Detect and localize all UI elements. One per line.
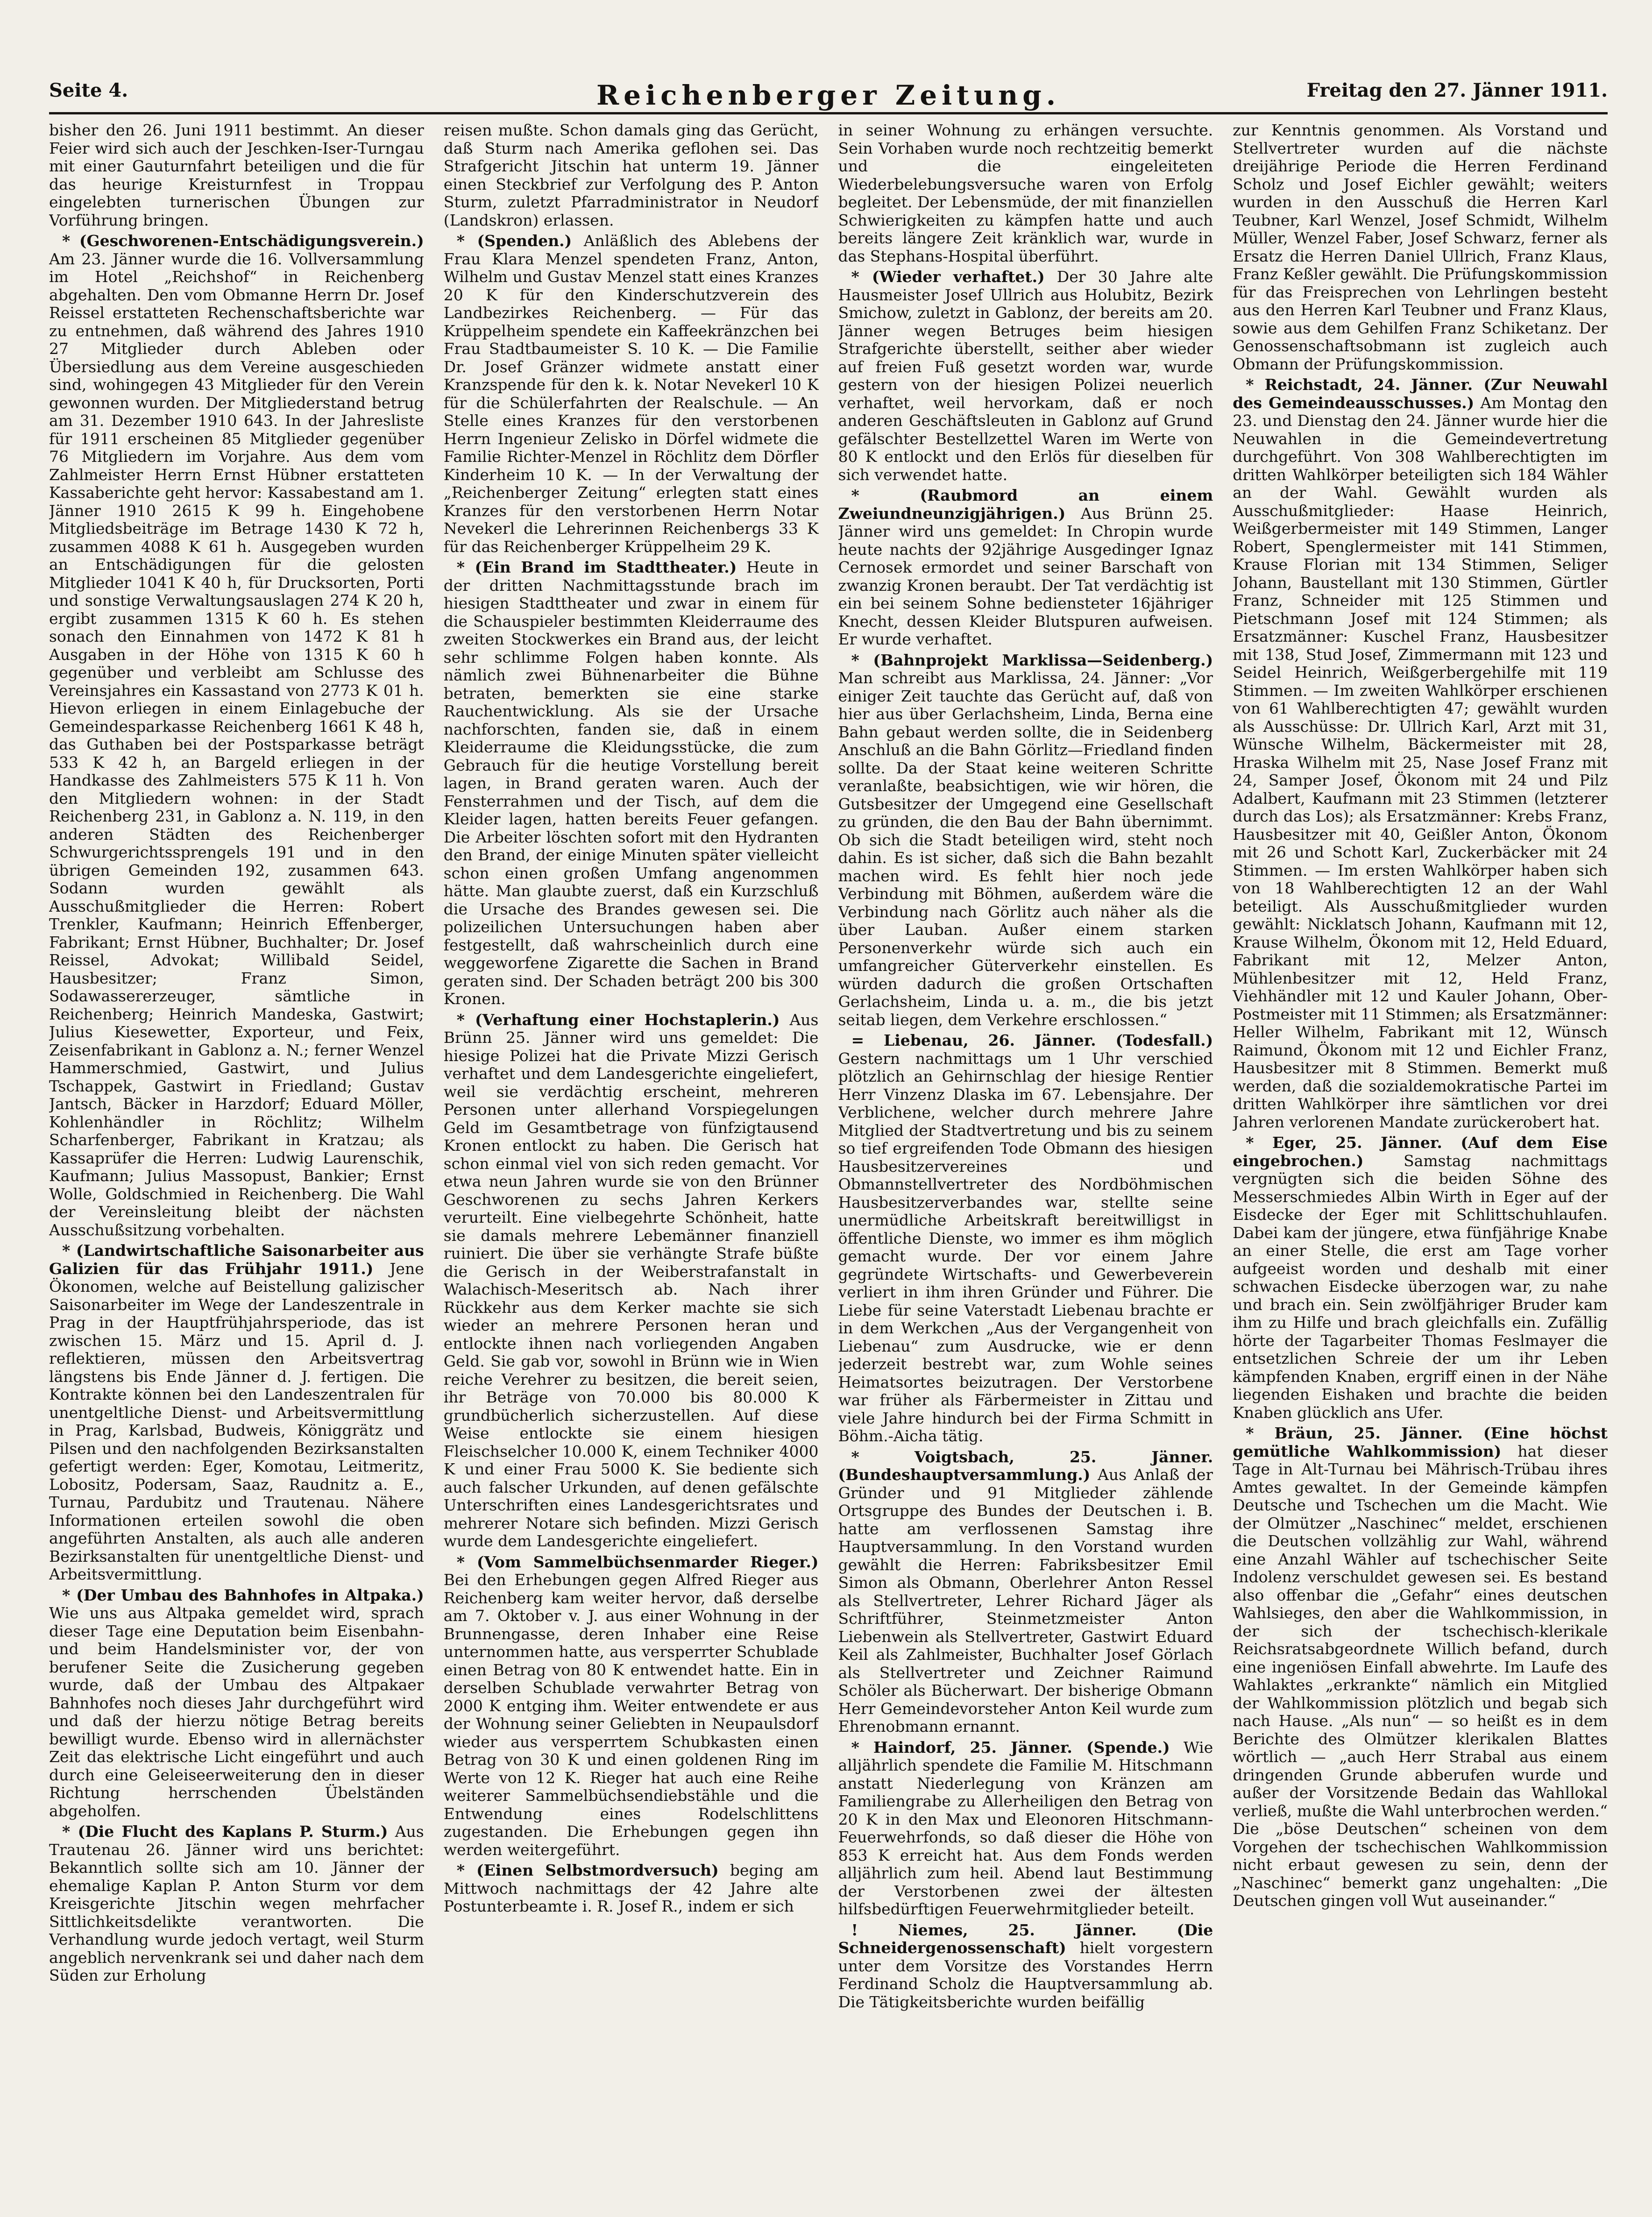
- article-text: Der 30 Jahre alte Hausmeister Josef Ullrich aus Holubitz, Bezirk Smichow, zuletzt in Gablonz, der bereits am 20. Jänner wegen Betruges beim hiesigen Strafgerichte überstellt, seither aber wieder auf freien Fuß gesetzt worden war, wurde gestern von der hiesigen Polizei neuerlich verhaftet, weil hervorkam, daß er noch anderen Geschäftsleuten in Gablonz auf Grund gefälschter Bestellzettel Waren im Werte von 80 K entlockt und den Erlös für dieselben für sich verwendet hatte.: [838, 268, 1213, 484]
- article-text: zur Kenntnis genommen. Als Vorstand und Stellvertreter wurden auf die nächste dreijährige Periode die Herren Ferdinand Scholz und Josef Eichler gewählt; weiters wurden in den Ausschuß die Herren Karl Teubner, Karl Wenzel, Josef Schmidt, Wilhelm Müller, Wenzel Faber, Josef Schwarz, ferner als Ersatz die Herren Daniel Ullrich, Franz Klaus, Franz Keßler gewählt. Die Prüfungskommission für das Freisprechen von Lehrlingen besteht aus den Herren Karl Teubner und Franz Klaus, sowie aus dem Gehilfen Franz Schiketanz. Der Genossenschaftsobmann ist zugleich auch Obmann der Prüfungskommission.: [1233, 121, 1608, 373]
- article-paragraph: [444, 559, 819, 1008]
- article-heading: * (Die Flucht des Kaplans P. Sturm.): [62, 1822, 388, 1841]
- article-paragraph: [838, 487, 1213, 649]
- masthead: [49, 79, 1608, 114]
- article-text: Aus Brünn 25. Jänner wird uns gemeldet: Die hiesige Polizei hat die Private Mizzi Gerisch verhaftet und dem Landesgerichte eingeliefert, weil sie verdächtig erscheint, mehreren Personen unter allerhand Vorspiegelungen Geld im Gesamtbetrage von fünfzigtausend Kronen entlockt zu haben. Die Gerisch hat schon einmal viel von sich reden gemacht. Vor etwa neun Jahren wurde sie von den Brünner Geschworenen zu sechs Jahren Kerkers verurteilt. Eine vielbegehrte Schönheit, hatte sie damals mehrere Lebemänner finanziell ruiniert. Die über sie verhängte Strafe büßte die Gerisch in der Weiberstrafanstalt in Walachisch-Meseritsch ab. Nach ihrer Rückkehr aus dem Kerker machte sie sich wieder an mehrere Personen heran und entlockte ihnen nach vorliegenden Angaben Geld. Sie gab vor, sowohl in Brünn wie in Wien reiche Verehrer zu besitzen, die bereit seien, ihr Beträge von 70.000 bis 80.000 K grundbücherlich sicherzustellen. Auf diese Weise entlockte sie einem hiesigen Fleischselcher 10.000 K, einem Techniker 4000 K und einer Frau 5000 K. Sie bediente sich auch falscher Urkunden, auf denen gefälschte Unterschriften eines Landesgerichtsrates und mehrerer Notare sich befinden. Mizzi Gerisch wurde dem Landesgerichte eingeliefert.: [443, 1010, 819, 1550]
- article-paragraph: [49, 121, 424, 229]
- article-text: Heute in der dritten Nachmittagsstunde brach im hiesigen Stadttheater und zwar in einem für die Schauspieler bestimmten Kleiderraume des zweiten Stockwerkes ein Brand aus, der leicht sehr schlimme Folgen haben konnte. Als nämlich zwei Bühnenarbeiter die Bühne betraten, bemerkten sie eine starke Rauchentwicklung. Als sie der Ursache nachforschten, fanden sie, daß in einem Kleiderraume die Kleidungsstücke, die zum Gebrauch für die heutige Vorstellung bereit lagen, in Brand geraten waren. Auch der Fensterrahmen und der Tisch, auf dem die Kleider lagen, hatten bereits Feuer gefangen. Die Arbeiter löschten sofort mit den Hydranten den Brand, der einige Minuten später vielleicht schon einen großen Umfang angenommen hätte. Man glaubte zuerst, daß ein Kurzschluß die Ursache des Brandes gewesen sei. Die polizeilichen Untersuchungen haben aber festgestellt, daß wahrscheinlich durch eine weggeworfene Zigarette die Sachen in Brand geraten sind. Der Schaden beträgt 200 bis 300 Kronen.: [443, 558, 819, 1008]
- article-heading: * (Spenden.): [456, 232, 572, 250]
- article-text: in seiner Wohnung zu erhängen versuchte. Sein Vorhaben wurde noch rechtzeitig bemerkt und die eingeleiteten Wiederbelebungsversuche waren von Erfolg begleitet. Der Lebensmüde, der mit finanziellen Schwierigkeiten zu kämpfen hatte und auch bereits längere Zeit kränklich war, wurde in das Stephans-Hospital überführt.: [838, 121, 1213, 265]
- article-text: Am Montag den 23. und Dienstag den 24. Jänner wurde hier die Neuwahlen in die Gemeindevertretung durchgeführt. Von 308 Wahlberechtigten im dritten Wahlkörper beteiligten sich 184 Wähler an der Wahl. Gewählt wurden als Ausschußmitglieder: Haase Heinrich, Weißgerbermeister mit 149 Stimmen, Langer Robert, Spenglermeister mit 141 Stimmen, Krause Florian mit 134 Stimmen, Seliger Johann, Baustellant mit 130 Stimmen, Gürtler Franz, Schneider mit 125 Stimmen und Pietschmann Josef mit 124 Stimmen; als Ersatzmänner: Kuschel Franz, Hausbesitzer mit 138, Stud Josef, Zimmermann mit 123 und Seidel Heinrich, Weißgerbergehilfe mit 119 Stimmen. — Im zweiten Wahlkörper erschienen von 61 Wahlberechtigten 47; gewählt wurden als Ausschüsse: Dr. Ullrich Karl, Arzt mit 31, Wünsche Wilhelm, Bäckermeister mit 28, Hraska Wilhelm mit 25, Nase Josef Franz mit 24, Samper Josef, Ökonom mit 24 und Pilz Adalbert, Kaufmann mit 23 Stimmen (letzterer durch das Los); als Ersatzmänner: Krebs Franz, Hausbesitzer mit 40, Geißler Anton, Ökonom mit 26 und Schott Karl, Zuckerbäcker mit 24 Stimmen. — Im ersten Wahlkörper haben sich von 18 Wahlberechtigten 12 an der Wahl beteiligt. Als Ausschußmitglieder wurden gewählt: Nicklatsch Johann, Kaufmann mit 12, Krause Wilhelm, Ökonom mit 12, Held Eduard, Fabrikant mit 12, Melzer Anton, Mühlenbesitzer mit 12, Held Franz, Viehhändler mit 12 und Kauler Johann, Ober-Postmeister mit 11 Stimmen; als Ersatzmänner: Heller Wilhelm, Fabrikant mit 12, Wünsch Raimund, Ökonom mit 12 und Eichler Franz, Hausbesitzer mit 8 Stimmen. Bemerkt muß werden, daß die sozialdemokratische Partei im dritten Wahlkörper ihre sämtlichen vor drei Jahren verlorenen Mandate zurückerobert hat.: [1233, 393, 1608, 1131]
- article-text: hielt vorgestern unter dem Vorsitze des Vorstandes Herrn Ferdinand Scholz die Hauptversammlung ab. Die Tätigkeitsberichte wurden beifällig: [838, 1939, 1213, 2011]
- article-paragraph: [838, 1739, 1213, 1919]
- article-text: hat dieser Tage in Alt-Turnau bei Mährisch-Trübau ihres Amtes gewaltet. In der Gemeinde kämpfen Deutsche und Tschechen um die Macht. Wie der Olmützer „Naschinec“ meldet, erschienen die Deutschen vollzählig zur Wahl, während eine Anzahl Wähler auf tschechischer Seite Indolenz verschuldet gewesen sei. Es bestand also offenbar die „Gefahr“ eines deutschen Wahlsieges, den aber die Wahlkommission, in der sich der tschechisch-klerikale Reichsratsabgeordnete Willich befand, durch eine ingeniösen Einfall abwehrte. Im Laufe des Wahlaktes „erkrankte“ nämlich ein Mitglied der Wahlkommission plötzlich und begab sich nach Hause. „Als nun“ — so heißt es in dem Berichte des Olmützer klerikalen Blattes wörtlich — „auch Herr Strabal aus einem dringenden Grunde abberufen wurde und außer der Vorsitzende Bedain das Wahllokal verließ, mußte die Wahl unterbrochen werden.“ Die „böse Deutschen“ scheinen von dem Vorgehen der tschechischen Wahlkommission nicht erbaut gewesen zu sein, denn der „Naschinec“ bemerkt ganz ungehalten: „Die Deutschen gingen voll Wut auseinander.“: [1233, 1442, 1608, 1910]
- article-paragraph: [838, 121, 1213, 265]
- article-text: Bei den Erhebungen gegen Alfred Rieger aus Reichenberg kam weiter hervor, daß derselbe am 7. Oktober v. J. aus einer Wohnung in der Brunnengasse, deren Inhaber eine Reise unternommen hatte, aus versperrter Schublade einen Betrag von 80 K entwendet hatte. Ein in derselben Schublade verwahrter Betrag von 2000 K entging ihm. Weiter entwendete er aus der Wohnung seiner Geliebten in Neupaulsdorf wieder aus versperrtem Schubkasten einen Betrag von 30 K und einen goldenen Ring im Werte von 12 K. Rieger hat auch eine Reihe weiterer Sammelbüchsendiebstähle und die Entwendung eines Rodelschlittens zugestanden. Die Erhebungen gegen ihn werden weitergeführt.: [443, 1571, 819, 1859]
- article-heading: * (Vom Sammelbüchsenmarder Rieger.): [456, 1552, 819, 1571]
- article-paragraph: [1233, 1424, 1608, 1910]
- article-heading: * Eger, 25. Jänner. (Auf dem Eise eingebrochen.): [1233, 1133, 1608, 1170]
- article-heading: * (Bahnprojekt Marklissa—Seidenberg.): [851, 651, 1213, 669]
- column-1: [49, 121, 424, 2166]
- article-heading: * Reichstadt, 24. Jänner. (Zur Neuwahl des Gemeindeausschusses.): [1233, 375, 1608, 412]
- article-paragraph: [444, 1862, 819, 1916]
- article-text: Wie alljährlich spendete die Familie M. Hitschmann anstatt Niederlegung von Kränzen am Familiengrabe zu Allerheiligen den Betrag von 20 K in den Max und Eleonoren Hitschmann-Feuerwehrfonds, so daß dieser die Höhe von 853 K erreicht hat. Aus dem Fonds werden alljährlich zum heil. Abend laut Bestimmung der Verstorbenen zwei der ältesten hilfsbedürftigen Feuerwehrmitglieder beteilt.: [838, 1738, 1213, 1918]
- article-heading: * (Landwirtschaftliche Saisonarbeiter aus Galizien für das Frühjahr 1911.): [49, 1241, 424, 1278]
- article-heading: * (Geschworenen-Entschädigungsverein.): [62, 232, 424, 250]
- article-heading: * (Ein Brand im Stadttheater.): [456, 558, 737, 576]
- article-heading: * (Der Umbau des Bahnhofes in Altpaka.): [62, 1586, 424, 1604]
- article-heading: * Haindorf, 25. Jänner. (Spende.): [851, 1738, 1170, 1757]
- article-text: Gestern nachmittags um 1 Uhr verschied plötzlich an Gehirnschlag der hiesige Rentier Herr Vinzenz Dlaska im 67. Lebensjahre. Der Verblichene, welcher durch mehrere Jahre Mitglied der Stadtvertretung und bis zu seinem so tief ergreifenden Tode Obmann des hiesigen Hausbesitzervereines und Obmannstellvertreter des Nordböhmischen Hausbesitzerverbandes war, stellte seine unermüdliche Arbeitskraft bereitwilligst in öffentliche Dienste, wo immer es ihm möglich gemacht wurde. Der vor einem Jahre gegründete Wirtschafts- und Gewerbeverein verliert in ihm ihren Gründer und Führer. Die Liebe für seine Vaterstadt Liebenau brachte er in dem Werkchen „Aus der Vergangenheit von Liebenau“ zum Ausdrucke, wie er denn jederzeit bestrebt war, zum Wohle seines Heimatsortes beizutragen. Der Verstorbene war früher als Färbermeister in Zittau und viele Jahre hindurch bei der Firma Schmitt in Böhm.-Aicha tätig.: [838, 1049, 1213, 1445]
- article-paragraph: [49, 232, 424, 1239]
- article-paragraph: [1233, 376, 1608, 1131]
- article-text: Aus Brünn 25. Jänner wird uns gemeldet: In Chropin wurde heute nachts der 92jährige Ausgedinger Ignaz Cernosek ermordet und seiner Barschaft von zwanzig Kronen beraubt. Der Tat verdächtig ist ein bei seinem Sohne bediensteter 16jähriger Knecht, dessen Kleider Blutspuren aufweisen. Er wurde verhaftet.: [838, 504, 1213, 648]
- article-paragraph: [444, 1011, 819, 1551]
- article-text: Anläßlich des Ablebens der Frau Klara Menzel spendeten Franz, Anton, Wilhelm und Gustav Menzel statt eines Kranzes 20 K für den Kinderschutzverein des Landbezirkes Reichenberg. — Für das Krüppelheim spendete ein Kaffeekränzchen bei Frau Stadtbaumeister S. 10 K. — Die Familie Dr. Josef Gränzer widmete anstatt einer Kranzspende für den k. k. Notar Nevekerl 10 K für die Schülerfahrten der Realschule. — An Stelle eines Kranzes für den verstorbenen Herrn Ingenieur Zelisko in Dörfel widmete die Familie Richter-Menzel in Röchlitz dem Dörfler Kinderheim 10 K. — In der Verwaltung der „Reichenberger Zeitung“ erlegten statt eines Kranzes für den verstorbenen Herrn Notar Nevekerl die Lehrerinnen Reichenbergs 33 K für das Reichenberger Krüppelheim 29 K.: [443, 232, 819, 556]
- article-text: Jene Ökonomen, welche auf Beistellung galizischer Saisonarbeiter im Wege der Landeszentrale in Prag in der Hauptfrühjahrsperiode, das ist zwischen 15. März und 15. April d. J. reflektieren, müssen den Arbeitsvertrag längstens bis Ende Jänner d. J. fertigen. Die Kontrakte können bei den Landeszentralen für unentgeltliche Dienst- und Arbeitsvermittlung in Prag, Karlsbad, Budweis, Königgrätz und Pilsen und den nachfolgenden Bezirksanstalten gefertigt werden: Eger, Komotau, Leitmeritz, Lobositz, Podersam, Saaz, Raudnitz a. E., Turnau, Pardubitz und Trautenau. Nähere Informationen erteilen sowohl die oben angeführten Anstalten, als auch alle anderen Bezirksanstalten für unentgeltliche Dienst- und Arbeitsvermittlung.: [49, 1259, 424, 1583]
- article-text: bisher den 26. Juni 1911 bestimmt. An dieser Feier wird sich auch der Jeschken-Iser-Turngau mit einer Gauturnfahrt beteiligen und die für das heurige Kreisturnfest in Troppau eingelebten turnerischen Übungen zur Vorführung bringen.: [49, 121, 424, 229]
- article-paragraph: [1233, 121, 1608, 373]
- article-heading: * Voigtsbach, 25. Jänner. (Bundeshauptversammlung.): [838, 1447, 1213, 1484]
- article-paragraph: [838, 268, 1213, 484]
- article-paragraph: [49, 1242, 424, 1584]
- article-columns: [49, 121, 1608, 2166]
- page-number: Seite 4.: [49, 79, 128, 101]
- article-text: Samstag nachmittags vergnügten sich die beiden Söhne des Messerschmiedes Albin Wirth in Eger auf der Eisdecke der Eger mit Schlittschuhlaufen. Dabei kam der jüngere, etwa fünfjährige Knabe an einer Stelle, die erst am Tage vorher aufgeeist worden und deshalb mit einer schwachen Eisdecke überzogen war, zu nahe und brach ein. Sein zwölfjähriger Bruder kam ihm zu Hilfe und brach gleichfalls ein. Zufällig hörte der Tagarbeiter Thomas Feslmayer die entsetzlichen Schreie der um ihr Leben kämpfenden Knaben, ergriff einen in der Nähe liegenden Eishaken und brachte die beiden Knaben glücklich ans Ufer.: [1233, 1151, 1608, 1422]
- article-heading: * (Wieder verhaftet.): [851, 268, 1045, 286]
- article-text: reisen mußte. Schon damals ging das Gerücht, daß Sturm nach Amerika geflohen sei. Das Strafgericht Jitschin hat unterm 19. Jänner einen Steckbrief zur Verfolgung des P. Anton Sturm, zuletzt Pfarradministrator in Neudorf (Landskron) erlassen.: [443, 121, 819, 229]
- article-text: beging am Mittwoch nachmittags der 42 Jahre alte Postunterbeamte i. R. Josef R., indem er sich: [443, 1861, 819, 1915]
- column-3: [838, 121, 1213, 2166]
- article-paragraph: [444, 121, 819, 229]
- column-4: [1233, 121, 1608, 2166]
- article-paragraph: [838, 1032, 1213, 1445]
- article-paragraph: [838, 1921, 1213, 2012]
- article-heading: = Liebenau, 26. Jänner. (Todesfall.): [851, 1031, 1213, 1049]
- column-2: [444, 121, 819, 2166]
- article-text: Man schreibt aus Marklissa, 24. Jänner: „Vor einiger Zeit tauchte das Gerücht auf, daß von hier aus über Gerlachsheim, Linda, Berna eine Bahn gebaut werden sollte, die in Seidenberg Anschluß an die Bahn Görlitz—Friedland finden sollte. Da der Staat keine weiteren Schritte veranlaßte, beabsichtigen, wie wir hören, die Gutsbesitzer der Umgegend eine Gesellschaft zu gründen, die den Bau der Bahn übernimmt. Ob sich die Stadt beteiligen wird, steht noch dahin. Es ist sicher, daß sich die Bahn bezahlt machen wird. Es fehlt hier noch jede Verbindung mit Böhmen, außerdem wäre die Verbindung nach Görlitz auch näher als die über Lauban. Außer einem starken Personenverkehr würde sich auch ein umfangreicher Güterverkehr einstellen. Es würden dadurch die großen Ortschaften Gerlachsheim, Linda u. a. m., die bis jetzt seitab liegen, dem Verkehre erschlossen.“: [838, 669, 1213, 1029]
- article-heading: * Bräun, 25. Jänner. (Eine höchst gemütliche Wahlkommission): [1233, 1424, 1608, 1460]
- issue-date: Freitag den 27. Jänner 1911.: [1306, 79, 1608, 101]
- article-heading: * (Einen Selbstmordversuch): [456, 1861, 719, 1879]
- article-heading: ! Niemes, 25. Jänner. (Die Schneidergenossenschaft): [838, 1920, 1213, 1957]
- article-paragraph: [49, 1823, 424, 1985]
- article-heading: * (Verhaftung einer Hochstaplerin.): [456, 1010, 780, 1029]
- article-paragraph: [1233, 1134, 1608, 1422]
- article-text: Am 23. Jänner wurde die 16. Vollversammlung im Hotel „Reichshof“ in Reichenberg abgehalten. Den vom Obmanne Herrn Dr. Josef Reissel erstatteten Rechenschaftsberichte war zu entnehmen, daß während des Jahres 1910 27 Mitglieder durch Ableben oder Übersiedlung aus dem Vereine ausgeschieden sind, wohingegen 43 Mitglieder für den Verein gewonnen wurden. Der Mitgliederstand betrug am 31. Dezember 1910 643. In der Jahresliste für 1911 erscheinen 85 Mitglieder gegenüber 76 Mitgliedern im Vorjahre. Aus dem vom Zahlmeister Herrn Ernst Hübner erstatteten Kassaberichte geht hervor: Kassabestand am 1. Jänner 1910 2615 K 99 h. Eingehobene Mitgliedsbeiträge im Betrage 1430 K 72 h, zusammen 4088 K 61 h. Ausgegeben wurden an Entschädigungen für die gelosten Mitglieder 1041 K 40 h, für Drucksorten, Porti und sonstige Verwaltungsauslagen 274 K 20 h, ergibt zusammen 1315 K 60 h. Es stehen sonach den Einnahmen von 1472 K 81 h Ausgaben in der Höhe von 1315 K 60 h gegenüber und verbleibt am Schlusse des Vereinsjahres ein Kassastand von 2773 K 01 h. Hievon erliegen in einem Einlagebuche der Gemeindesparkasse Reichenberg 1661 K 48 h, das Guthaben bei der Postsparkasse beträgt 533 K 42 h, an Bargeld erliegen in der Handkasse des Zahlmeisters 575 K 11 h. Von den Mitgliedern wohnen: in der Stadt Reichenberg 231, in Gablonz a. N. 119, in den anderen Städten des Reichenberger Schwurgerichtssprengels 191 und in den übrigen Gemeinden 192, zusammen 643. Sodann wurden gewählt als Ausschußmitglieder die Herren: Robert Trenkler, Kaufmann; Heinrich Effenberger, Fabrikant; Ernst Hübner, Buchhalter; Dr. Josef Reissel, Advokat; Willibald Seidel, Hausbesitzer; Franz Simon, Sodawassererzeuger, sämtliche in Reichenberg; Heinrich Mandeska, Gastwirt; Julius Kiesewetter, Exporteur, und Feix, Zeisenfabrikant in Gablonz a. N.; ferner Wenzel Hammerschmied, Gastwirt, und Julius Tschappek, Gastwirt in Friedland; Gustav Jantsch, Bäcker in Harzdorf; Eduard Möller, Kohlenhändler in Röchlitz; Wilhelm Scharfenberger, Fabrikant in Kratzau; als Kassaprüfer die Herren: Ludwig Laurenschik, Kaufmann; Julius Massopust, Bankier; Ernst Wolle, Goldschmied in Reichenberg. Die Wahl der Vereinsleitung bleibt der nächsten Ausschußsitzung vorbehalten.: [49, 249, 424, 1239]
- article-paragraph: [838, 1448, 1213, 1736]
- article-paragraph: [838, 652, 1213, 1029]
- article-paragraph: [444, 232, 819, 556]
- newspaper-title: Reichenberger Zeitung.: [596, 79, 1061, 111]
- article-text: Wie uns aus Altpaka gemeldet wird, sprach dieser Tage eine Deputation beim Eisenbahn- und beim Handelsminister vor, der von berufener Seite die Zusicherung gegeben wurde, daß der Umbau des Altpakaer Bahnhofes noch dieses Jahr durchgeführt wird und daß der hierzu nötige Betrag bereits bewilligt wurde. Ebenso wird in allernächster Zeit das elektrische Licht eingeführt und auch durch eine Geleiseerweiterung den in dieser Richtung herrschenden Übelständen abgeholfen.: [49, 1604, 424, 1820]
- article-paragraph: [49, 1587, 424, 1820]
- article-text: Aus Trautenau 26. Jänner wird uns berichtet: Bekanntlich sollte sich am 10. Jänner der ehemalige Kaplan P. Anton Sturm vor dem Kreisgerichte Jitschin wegen mehrfacher Sittlichkeitsdelikte verantworten. Die Verhandlung wurde jedoch vertagt, weil Sturm angeblich nervenkrank sei und daher nach dem Süden zur Erholung: [49, 1822, 424, 1984]
- article-text: Aus Anlaß der Gründer und 91 Mitglieder zählende Ortsgruppe des Bundes der Deutschen i. B. hatte am verflossenen Samstag ihre Hauptversammlung. In den Vorstand wurden gewählt die Herren: Fabriksbesitzer Emil Simon als Obmann, Oberlehrer Anton Ressel als Stellvertreter, Lehrer Richard Jäger als Schriftführer, Steinmetzmeister Anton Liebenwein als Stellvertreter, Gastwirt Eduard Keil als Zahlmeister, Buchhalter Josef Görlach als Stellvertreter und Zeichner Raimund Schöler als Bücherwart. Der bisherige Obmann Herr Gemeindevorsteher Anton Keil wurde zum Ehrenobmann ernannt.: [838, 1466, 1213, 1735]
- article-paragraph: [444, 1553, 819, 1859]
- article-heading: * (Raubmord an einem Zweiundneunzigjährigen.): [838, 486, 1213, 523]
